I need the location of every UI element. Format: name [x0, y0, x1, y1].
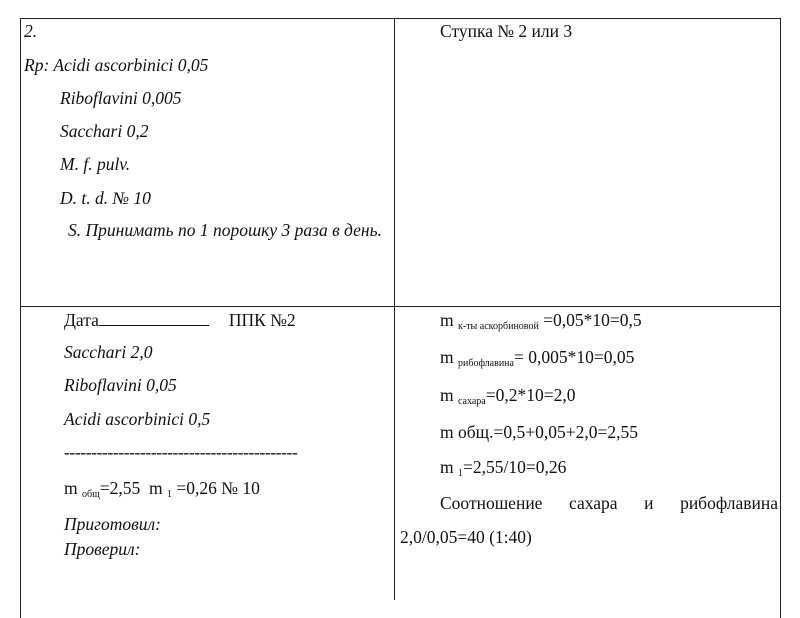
- calc-total: m общ.=0,5+0,05+2,0=2,55: [440, 422, 638, 442]
- date-label: Дата: [64, 310, 99, 330]
- instruction-dose: D. t. d. № 10: [60, 188, 151, 208]
- calc-riboflavin: m $_{рибофлавина}$= 0,005*10=0,05: [440, 347, 635, 369]
- date-blank: [99, 311, 209, 326]
- recipe-line: Rp: Acidi ascorbinici 0,05: [24, 55, 209, 75]
- ppk-sacchari: Sacchari 2,0: [64, 342, 153, 362]
- ingredient-sacchari: Sacchari 0,2: [60, 121, 149, 141]
- prepared-by: Приготовил:: [64, 514, 161, 534]
- prescription-number: 2.: [24, 21, 38, 41]
- mass-summary: m $_{общ}$=2,55 m $_1$ =0,26 № 10: [64, 478, 260, 500]
- ingredient-riboflavin: Riboflavini 0,005: [60, 88, 182, 108]
- checked-by: Проверил:: [64, 539, 141, 559]
- ppk-ascorbic: Acidi ascorbinici 0,5: [64, 409, 211, 429]
- ppk-number: ППК №2: [228, 310, 296, 330]
- instruction-form: M. f. pulv.: [60, 154, 131, 174]
- signa-text: S. Принимать по 1 порошку 3 раза в день.: [68, 220, 382, 240]
- mortar-step: Ступка № 2 или 3: [440, 21, 573, 41]
- date-ppk-line: [64, 310, 296, 330]
- calc-single-dose: m $_1$=2,55/10=0,26: [440, 457, 567, 479]
- calc-sugar: m $_{сахара}$=0,2*10=2,0: [440, 385, 576, 407]
- ratio-text: Соотношение сахара и рибофлавина: [440, 493, 778, 513]
- ratio-value: 2,0/0,05=40 (1:40): [400, 527, 532, 547]
- ppk-riboflavin: Riboflavini 0,05: [64, 375, 177, 395]
- separator-dashes: -------------------------------------------: [64, 442, 298, 462]
- calc-ascorbic: m $_{к-ты аскорбиновой}$ =0,05*10=0,5: [440, 310, 642, 332]
- table-row-divider: [20, 306, 781, 307]
- table-column-divider: [394, 18, 395, 600]
